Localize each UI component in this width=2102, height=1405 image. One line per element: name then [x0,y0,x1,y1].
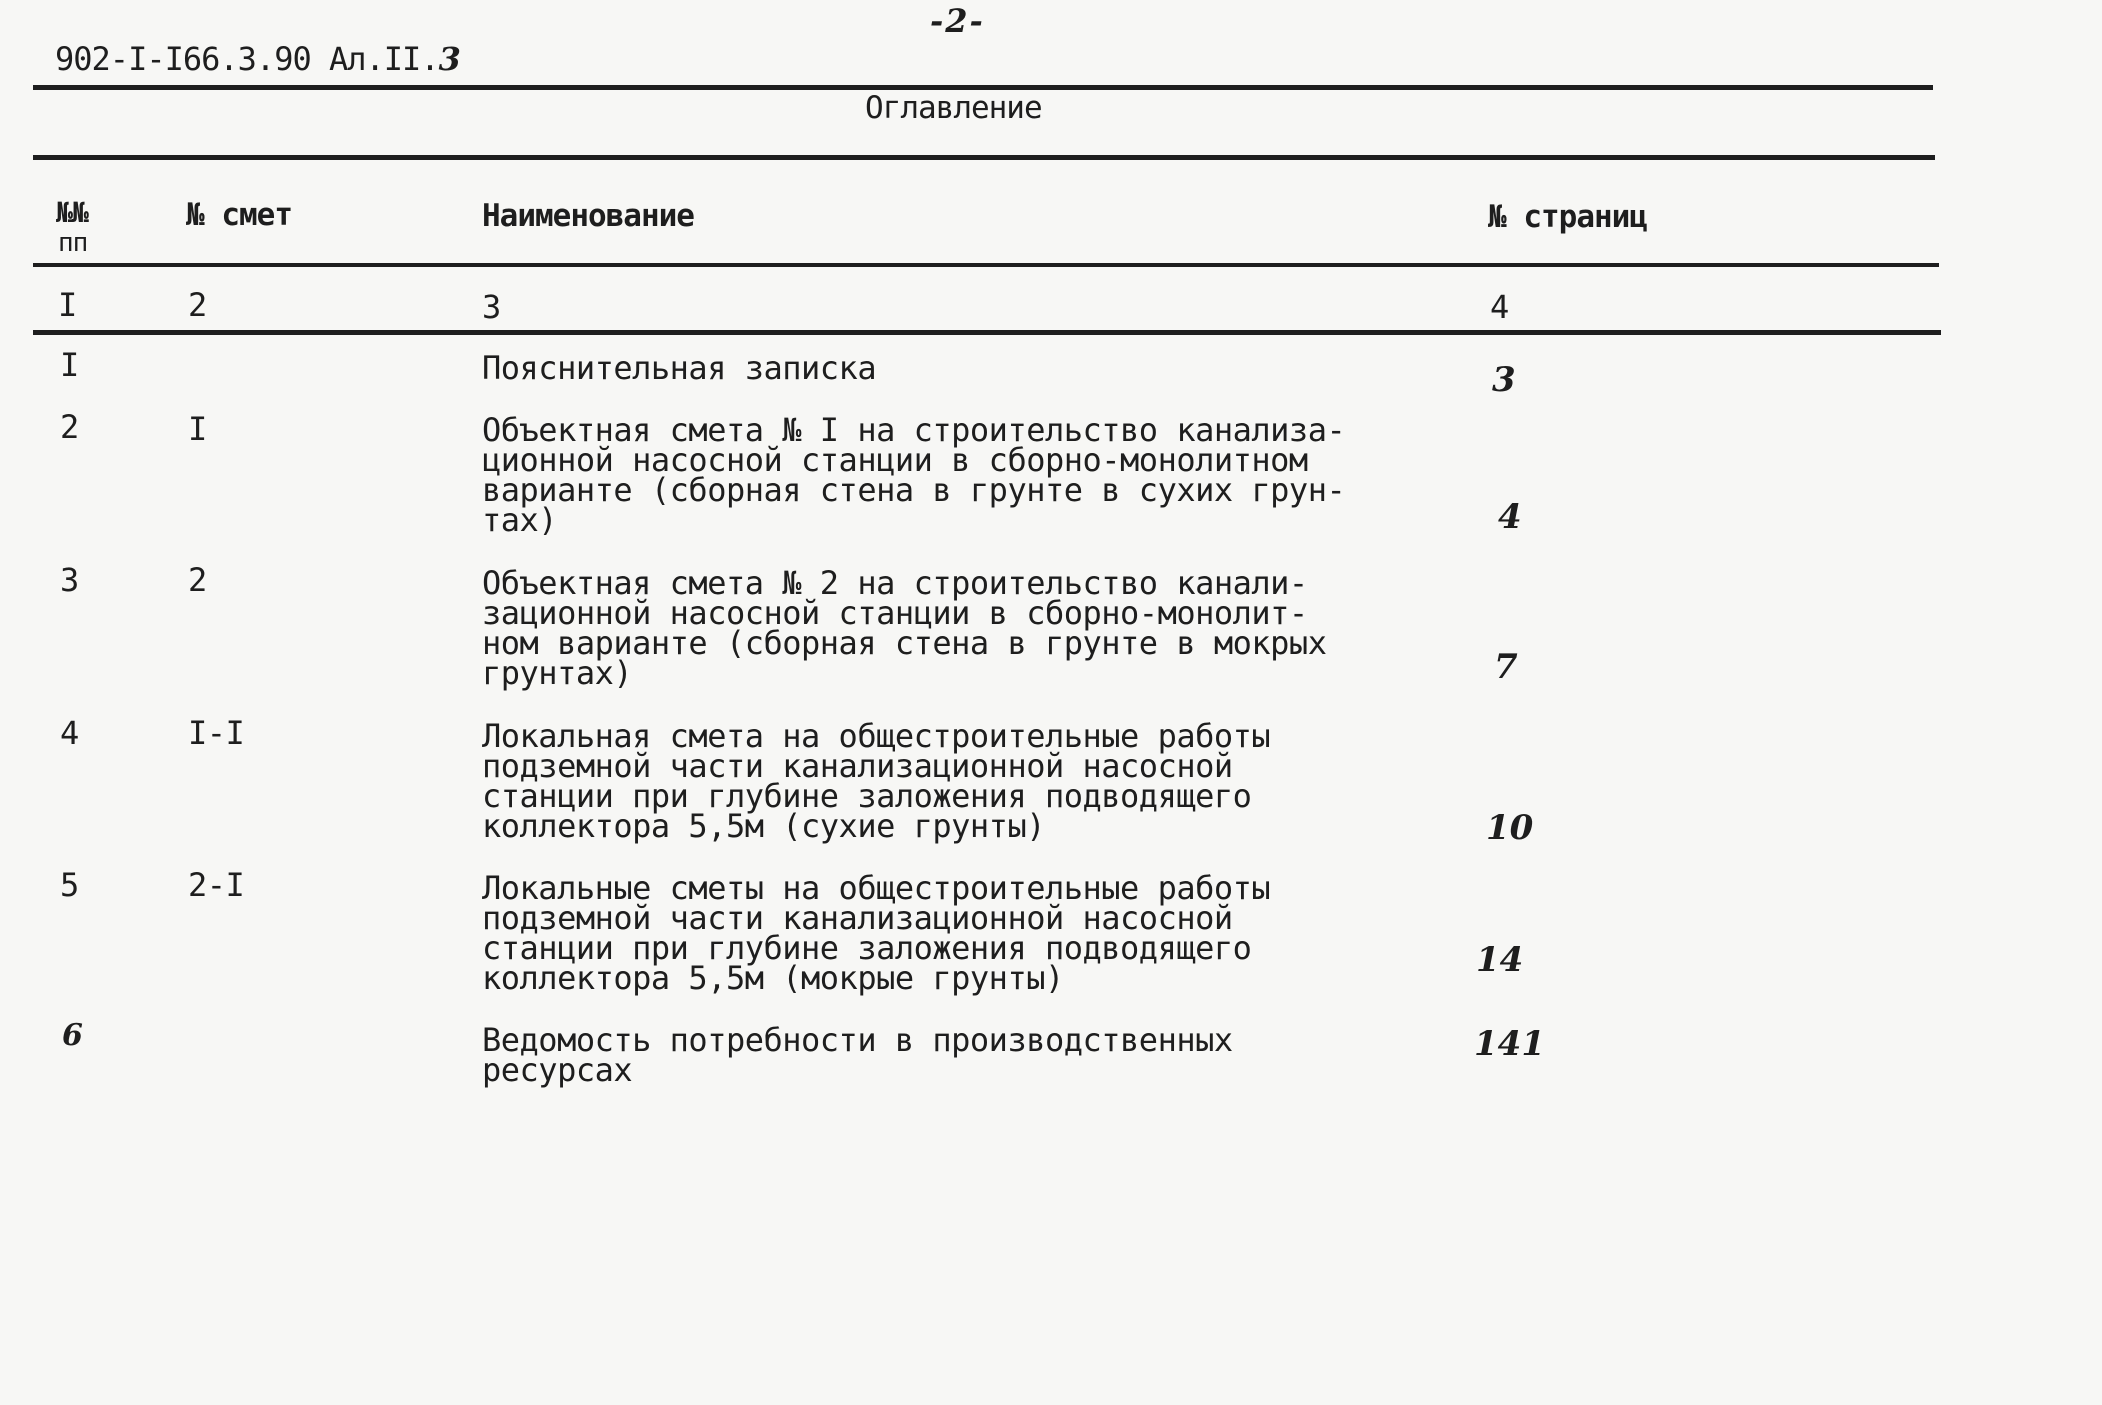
row-3-num: 3 [60,561,79,599]
row-5-page: 14 [1476,940,1524,980]
row-4-name: Локальная смета на общестроительные работы подземной части канализационной насосной станции при глубине заложения подводящего коллектора 5,5м (сухие грунты) [482,717,1271,845]
header-num: №№ [56,196,88,229]
column-number-2: 2 [188,286,208,324]
row-4-page: 10 [1486,808,1534,848]
row-2-num: 2 [60,408,79,446]
column-number-4: 4 [1490,288,1510,326]
header-bottom-rule [33,263,1939,267]
page-number: -2- [930,2,985,40]
header-top-rule [33,155,1935,160]
row-1-name: Пояснительная записка [482,349,877,387]
toc-title: Оглавление [865,90,1042,126]
header-estimate: № смет [186,197,292,233]
row-1-num: I [60,346,79,384]
column-number-3: 3 [482,288,502,326]
header-name: Наименование [482,198,694,234]
document-sheet-handwritten: 3 [438,40,460,78]
document-code [55,40,460,78]
row-5-estimate: 2-I [188,866,245,904]
row-5-name: Локальные сметы на общестроительные работы подземной части канализационной насосной станции при глубине заложения подводящего коллектора 5,5м (мокрые грунты) [482,869,1271,997]
row-1-page: 3 [1492,360,1516,400]
row-3-estimate: 2 [188,561,207,599]
row-6-num: 6 [62,1018,83,1053]
row-2-estimate: I [188,410,207,448]
column-number-1: I [58,286,78,324]
row-6-page: 141 [1474,1024,1545,1064]
column-numbers-rule [33,330,1941,335]
header-pages: № страниц [1488,199,1647,235]
row-4-estimate: I-I [188,714,245,752]
header-num-sub: пп [58,228,88,258]
row-4-num: 4 [60,714,79,752]
row-2-page: 4 [1498,497,1522,537]
row-3-name: Объектная смета № 2 на строительство канали-зационной насосной станции в сборно-монолит-ном варианте (сборная стена в грунте в мокрых грунтах) [482,564,1327,692]
document-code-text: 902-I-I66.3.90 Ал.II. [55,40,439,78]
row-2-name: Объектная смета № I на строительство канализа-ционной насосной станции в сборно-монолитном варианте (сборная стена в грунте в сухих грун-тах) [482,411,1346,539]
row-6-name: Ведомость потребности в производственных ресурсах [482,1021,1233,1089]
row-3-page: 7 [1494,647,1518,687]
row-5-num: 5 [60,866,79,904]
